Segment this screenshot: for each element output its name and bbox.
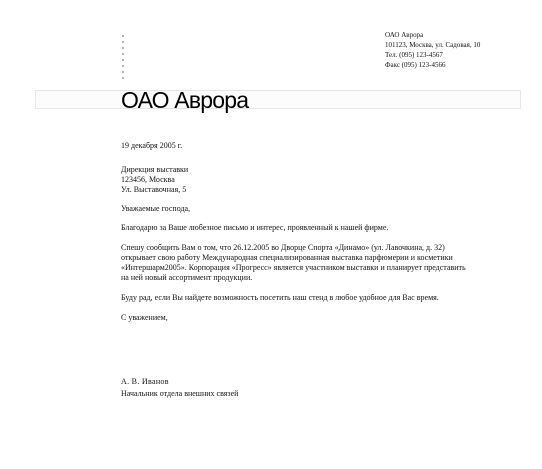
signature-block: [121, 377, 421, 399]
sender-address: 101123, Москва, ул. Садовая, 10: [385, 41, 481, 49]
signature-name: А. В. Иванов: [121, 377, 169, 386]
sender-fax: Факс (095) 123-4566: [385, 61, 446, 69]
sender-phone: Тел. (095) 123-4567: [385, 51, 443, 59]
paragraph: Благодарю за Ваше любезное письмо и интерес, проявленный к нашей фирме.: [121, 223, 389, 232]
closing: С уважением,: [121, 313, 168, 322]
decorative-dotted-line: [121, 33, 125, 83]
recipient-block: [121, 165, 473, 195]
letterhead-band: [35, 90, 521, 109]
recipient-line: Ул. Выставочная, 5: [121, 185, 187, 194]
salutation: Уважаемые господа,: [121, 204, 191, 213]
paragraph: Спешу сообщить Вам о том, что 26.12.2005 во Дворце Спорта «Динамо» (ул. Лавочкина, д. 32) открывает свою работу Международная специализированная выставка парфюмерии и косметики «Интершарм2005». Корпорация «Прогресс» является участником выставки и планирует представить на ней новый ассортимент продукции.: [121, 243, 466, 282]
letter-body: [121, 141, 473, 323]
recipient-line: Дирекция выставки: [121, 165, 189, 174]
company-name-heading: ОАО Аврора: [121, 87, 249, 113]
recipient-line: 123456, Москва: [121, 175, 175, 184]
letter-date: 19 декабря 2005 г.: [121, 141, 183, 150]
paragraph: Буду рад, если Вы найдете возможность посетить наш стенд в любое удобное для Вас время.: [121, 293, 439, 302]
sender-company: ОАО Аврора: [385, 31, 424, 39]
sender-address-block: [385, 30, 535, 70]
signature-title: Начальник отдела внешних связей: [121, 389, 239, 398]
